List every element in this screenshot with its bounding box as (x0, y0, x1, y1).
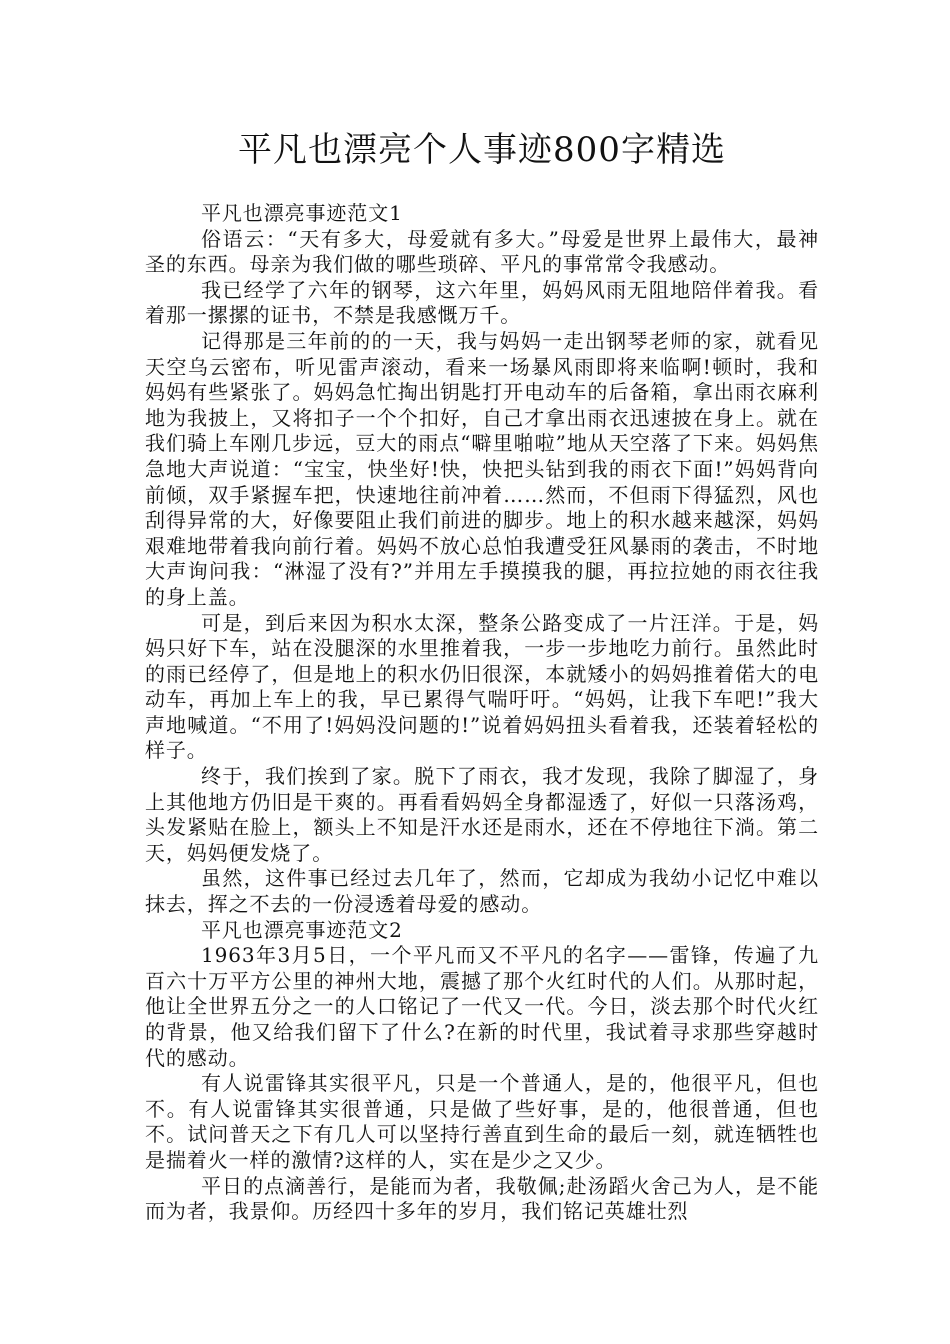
paragraph: 可是，到后来因为积水太深，整条公路变成了一片汪洋。于是，妈妈只好下车，站在没腿深的水里推着我，一步一步地吃力前行。虽然此时的雨已经停了，但是地上的积水仍旧很深，本就矮小的妈妈推着偌大的电动车，再加上车上的我，早已累得气喘吁吁。“妈妈，让我下车吧!”我大声地喊道。“不用了!妈妈没问题的!”说着妈妈扭头看着我，还装着轻松的样子。 (145, 610, 819, 763)
paragraph-heading-sample-2: 平凡也漂亮事迹范文2 (201, 917, 403, 942)
paragraph: 平日的点滴善行，是能而为者，我敬佩;赴汤蹈火舍己为人，是不能而为者，我景仰。历经四十多年的岁月，我们铭记英雄壮烈 (145, 1173, 819, 1224)
paragraph: 我已经学了六年的钢琴，这六年里，妈妈风雨无阻地陪伴着我。看着那一摞摞的证书，不禁是我感慨万千。 (145, 277, 819, 328)
paragraph: 俗语云：“天有多大，母爱就有多大。”母爱是世界上最伟大，最神圣的东西。母亲为我们做的哪些琐碎、平凡的事常常令我感动。 (145, 226, 819, 277)
paragraph: 记得那是三年前的的一天，我与妈妈一走出钢琴老师的家，就看见天空乌云密布，听见雷声滚动，看来一场暴风雨即将来临啊!顿时，我和妈妈有些紧张了。妈妈急忙掏出钥匙打开电动车的后备箱，拿出雨衣麻利地为我披上，又将扣子一个个扣好，自己才拿出雨衣迅速披在身上。就在我们骑上车刚几步远，豆大的雨点“噼里啪啦”地从天空落了下来。妈妈焦急地大声说道：“宝宝，快坐好!快，快把头钻到我的雨衣下面!”妈妈背向前倾，双手紧握车把，快速地往前冲着……然而，不但雨下得猛烈，风也刮得异常的大，好像要阻止我们前进的脚步。地上的积水越来越深，妈妈艰难地带着我向前行着。妈妈不放心总怕我遭受狂风暴雨的袭击，不时地大声询问我：“淋湿了没有?”并用左手摸摸我的腿，再拉拉她的雨衣往我的身上盖。 (145, 328, 819, 609)
paragraph-heading-sample-1: 平凡也漂亮事迹范文1 (201, 201, 403, 225)
paragraph: 有人说雷锋其实很平凡，只是一个普通人，是的，他很平凡，但也不。有人说雷锋其实很普通，只是做了些好事，是的，他很普通，但也不。试问普天之下有几人可以坚持行善直到生命的最后一刻，就连牺牲也是揣着火一样的激情?这样的人，实在是少之又少。 (145, 1071, 819, 1172)
paragraph: 终于，我们挨到了家。脱下了雨衣，我才发现，我除了脚湿了，身上其他地方仍旧是干爽的。再看看妈妈全身都湿透了，好似一只落汤鸡，头发紧贴在脸上，额头上不知是汗水还是雨水，还在不停地往下淌。第二天，妈妈便发烧了。 (145, 764, 819, 865)
paragraph: 1963年3月5日，一个平凡而又不平凡的名字——雷锋，传遍了九百六十万平方公里的神州大地，震撼了那个火红时代的人们。从那时起，他让全世界五分之一的人口铭记了一代又一代。今日，淡去那个时代火红的背景，他又给我们留下了什么?在新的时代里，我试着寻求那些穿越时代的感动。 (145, 943, 819, 1070)
document-title: 平凡也漂亮个人事迹800字精选 (238, 130, 726, 170)
paragraph: 虽然，这件事已经过去几年了，然而，它却成为我幼小记忆中难以抹去，挥之不去的一份浸透着母爱的感动。 (145, 866, 819, 917)
document-page (145, 128, 819, 1225)
